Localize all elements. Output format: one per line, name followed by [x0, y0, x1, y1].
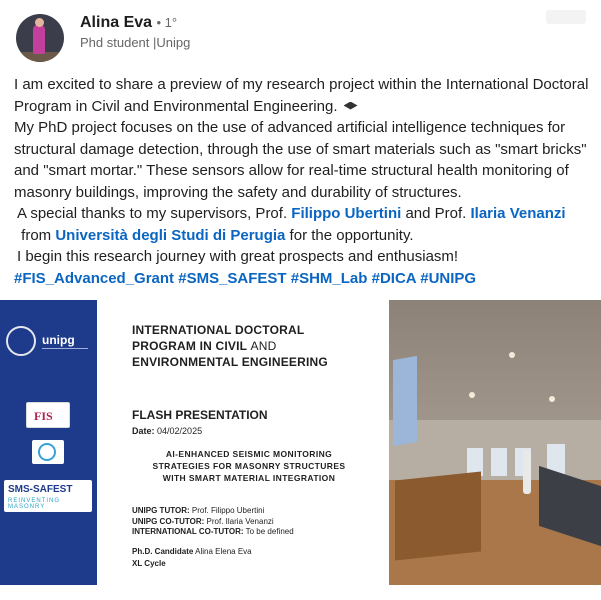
post-media[interactable]: [0, 300, 601, 585]
photo-podium: [395, 471, 481, 560]
candidate-info: Ph.D. Candidate Alina Elena Eva XL Cycle: [132, 547, 252, 568]
projection-screen: [393, 356, 417, 446]
mur-logo-icon: [32, 440, 64, 464]
author-name[interactable]: Alina Eva: [80, 14, 153, 31]
mention-ilaria[interactable]: Ilaria Venanzi: [470, 205, 566, 222]
post-thanks: A special thanks to my supervisors, Prof. Filippo Ubertini and Prof. Ilaria Venanzi: [17, 205, 566, 222]
header-placeholder: [546, 10, 586, 24]
talk-title: AI-ENHANCED SEISMIC MONITORING STRATEGIES FOR MASONRY STRUCTURES WITH SMART MATERIAL INTEGRATION: [152, 449, 346, 483]
author-headline: Phd student |Unipg: [80, 35, 191, 50]
ceiling-light: [509, 352, 515, 358]
post-paragraph-2: My PhD project focuses on the use of advanced artificial intelligence techniques for structural damage detection, through the use of smart materials such as "smart bricks" and "smart mortar." These sensors allow for real-time structural health monitoring of masonry buildings, improving the safety and durability of structures.: [14, 119, 587, 201]
tutor-list: UNIPG TUTOR: Prof. Filippo Ubertini UNIPG CO-TUTOR: Prof. Ilaria Venanzi INTERNATIONAL CO-TUTOR: To be defined: [132, 506, 294, 536]
photo-ceiling: [389, 300, 601, 420]
mention-university[interactable]: Università degli Studi di Perugia: [55, 226, 286, 244]
slide-date: Date: 04/02/2025: [132, 426, 203, 436]
photo-window: [491, 448, 507, 476]
graduation-cap-icon: [344, 102, 358, 112]
ceiling-light: [469, 392, 475, 398]
photo-presenter: [523, 450, 531, 494]
slide-title: INTERNATIONAL DOCTORAL PROGRAM IN CIVIL AND ENVIRONMENTAL ENGINEERING: [132, 323, 328, 369]
lecture-hall-photo: [389, 300, 601, 585]
flash-presentation-label: FLASH PRESENTATION: [132, 408, 268, 422]
avatar[interactable]: [16, 14, 64, 62]
sms-safest-logo: SMS-SAFEST REINVENTING MASONRY: [4, 480, 92, 512]
unipg-logo-text: unipg: [42, 333, 75, 347]
mention-filippo[interactable]: Filippo Ubertini: [291, 205, 402, 222]
post-paragraph-1: I am excited to share a preview of my research project within the International Doctoral Program in Civil and Environmental Engineering.: [14, 76, 589, 115]
connection-degree: • 1°: [156, 15, 178, 30]
unipg-seal-icon: [6, 326, 36, 356]
unipg-department-lines: [42, 348, 88, 363]
avatar-head: [35, 18, 44, 27]
avatar-figure: [33, 24, 45, 54]
post-body: [14, 74, 596, 289]
slide-content: [106, 300, 384, 585]
post-from: from Università degli Studi di Perugia for the opportunity.: [21, 226, 414, 244]
post-header: [16, 10, 586, 66]
post-closing: I begin this research journey with great prospects and enthusiasm!: [17, 248, 459, 265]
author-name-row: [80, 14, 177, 32]
post-hashtags[interactable]: #FIS_Advanced_Grant #SMS_SAFEST #SHM_Lab #DICA #UNIPG: [14, 269, 477, 287]
fis-logo: FIS: [26, 402, 70, 428]
slide-logo-column: [0, 300, 97, 585]
ceiling-light: [549, 396, 555, 402]
